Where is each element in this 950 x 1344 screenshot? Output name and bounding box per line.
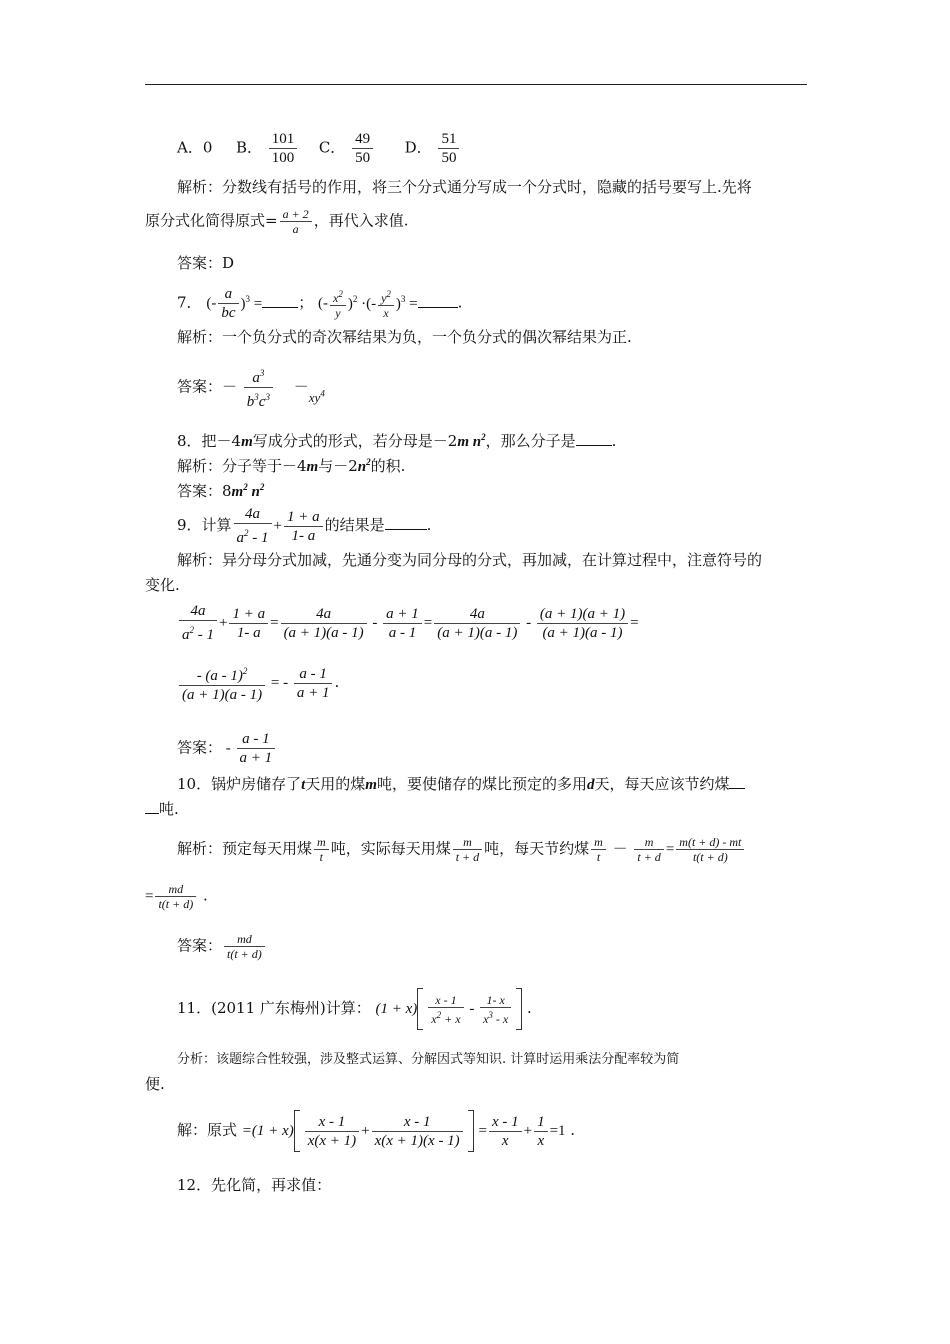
choice-c-fraction: $\frac{49}{50}$ bbox=[352, 130, 373, 167]
q7-answer: 答案：－ $\frac{a^3}{b^3c^3}$ $-xy^4$ bbox=[177, 364, 325, 411]
q9-answer: 答案： - $\frac{a - 1}{a + 1}$ bbox=[177, 730, 277, 767]
choice-d-fraction: $\frac{51}{50}$ bbox=[438, 130, 459, 167]
choice-b-label: B． bbox=[235, 138, 262, 157]
q7-frac-1: $\frac{a}{bc}$ bbox=[218, 285, 238, 322]
q11-question: 11．(2011 广东梅州)计算： (1 + x) $\frac{x - 1}{x^2 + x}$ - $\frac{1- x}{x^3 - x}$ . bbox=[177, 988, 532, 1030]
p6-analysis-line2: 原分式化简得原式= $\frac{a + 2}{a}$ ，再代入求值. bbox=[145, 207, 409, 236]
header-rule bbox=[145, 84, 807, 85]
q11-solution: 解：原式 =(1 + x) $\frac{x - 1}{x(x + 1)}$ + $\frac{x - 1}{x(x + 1)(x - 1)}$ = $\frac{x - 1}{x}$ + $\frac{1}{x}$ =1 . bbox=[177, 1110, 575, 1152]
q8-blank bbox=[576, 431, 612, 446]
q7-frac-2: $\frac{x^2}{y}$ bbox=[330, 287, 346, 320]
q7-blank-2 bbox=[418, 293, 458, 308]
q10-question-line1: 10．锅炉房储存了t天用的煤m吨，要使储存的煤比预定的多用d天，每天应该节约煤 bbox=[177, 774, 745, 795]
q10-answer: 答案： $\frac{md}{t(t + d)}$ bbox=[177, 932, 267, 961]
q8-question: 8．把－4m写成分式的形式，若分母是－2m $n^2$，那么分子是 . bbox=[177, 432, 617, 450]
q7-answer-fraction: $\frac{a^3}{b^3c^3}$ bbox=[244, 364, 273, 411]
q7-frac-3: $\frac{y^2}{x}$ bbox=[378, 287, 394, 320]
q8-answer: 答案：$8m^2$ $n^2$ bbox=[177, 482, 265, 500]
q10-question-line2: 吨. bbox=[145, 799, 179, 819]
q11-analysis-line1: 分析：该题综合性较强，涉及整式运算、分解因式等知识. 计算时运用乘法分配率较为简 bbox=[177, 1052, 680, 1067]
p6-fraction: $\frac{a + 2}{a}$ bbox=[280, 207, 312, 236]
q7-question: 7． (- $\frac{a}{bc}$ )$^3$ = ； (- $\frac{x^2}{y}$ )$^2$ ·(- $\frac{y^2}{x}$ )$^3$ = . bbox=[177, 286, 463, 321]
q9-analysis-line2: 变化. bbox=[145, 576, 180, 594]
q8-analysis: 解析：分子等于－4m与$-2n^2$的积. bbox=[177, 457, 406, 475]
q10-answer-fraction: $\frac{md}{t(t + d)}$ bbox=[224, 932, 265, 961]
q12-question: 12．先化简，再求值： bbox=[177, 1176, 332, 1194]
q9-frac-2: $\frac{1 + a}{1- a}$ bbox=[284, 508, 323, 545]
q7-analysis: 解析：一个负分式的奇次幂结果为负，一个负分式的偶次幂结果为正. bbox=[177, 328, 632, 346]
q9-frac-1: $\frac{4a}{a^2 - 1}$ bbox=[234, 505, 272, 547]
q7-blank-1 bbox=[262, 293, 298, 308]
choices-row bbox=[177, 130, 461, 167]
q9-blank bbox=[385, 515, 427, 530]
p6-answer: 答案：D bbox=[177, 254, 235, 272]
choice-d-label: D． bbox=[404, 138, 432, 157]
p6-analysis-line1: 解析：分数线有括号的作用，将三个分式通分写成一个分式时，隐藏的括号要写上.先将 bbox=[177, 178, 752, 196]
q10-analysis-line1: 解析：预定每天用煤 $\frac{m}{t}$ 吨，实际每天用煤 $\frac{m}{t + d}$ 吨，每天节约煤 $\frac{m}{t}$ － $\frac{m}{t + d}$ = $\frac{m(t + d) - mt}{t(t + d)}$ bbox=[177, 835, 746, 864]
choice-a: A．0 bbox=[177, 138, 213, 157]
q9-derivation-1: $\frac{4a}{a^2 - 1}$ + $\frac{1 + a}{1- a}$ = $\frac{4a}{(a + 1)(a - 1)}$ - $\frac{a + 1}{a - 1}$ = $\frac{4a}{(a + 1)(a - 1)}$ - $\frac{(a + 1)(a + 1)}{(a + 1)(a - 1)}$ = bbox=[177, 602, 639, 644]
q11-analysis-line2: 便. bbox=[145, 1075, 165, 1093]
q10-analysis-line2: = $\frac{md}{t(t + d)}$ . bbox=[145, 882, 208, 911]
q9-analysis-line1: 解析：异分母分式加减，先通分变为同分母的分式，再加减，在计算过程中，注意符号的 bbox=[177, 551, 763, 569]
choice-b-fraction: $\frac{101}{100}$ bbox=[269, 130, 298, 167]
q9-answer-fraction: $\frac{a - 1}{a + 1}$ bbox=[237, 730, 276, 767]
choice-c-label: C． bbox=[318, 138, 346, 157]
q9-derivation-2: $\frac{- (a - 1)^2}{(a + 1)(a - 1)}$ = - $\frac{a - 1}{a + 1}$ . bbox=[177, 662, 339, 704]
q9-question: 9．计算 $\frac{4a}{a^2 - 1}$ + $\frac{1 + a}{1- a}$ 的结果是 . bbox=[177, 506, 432, 546]
